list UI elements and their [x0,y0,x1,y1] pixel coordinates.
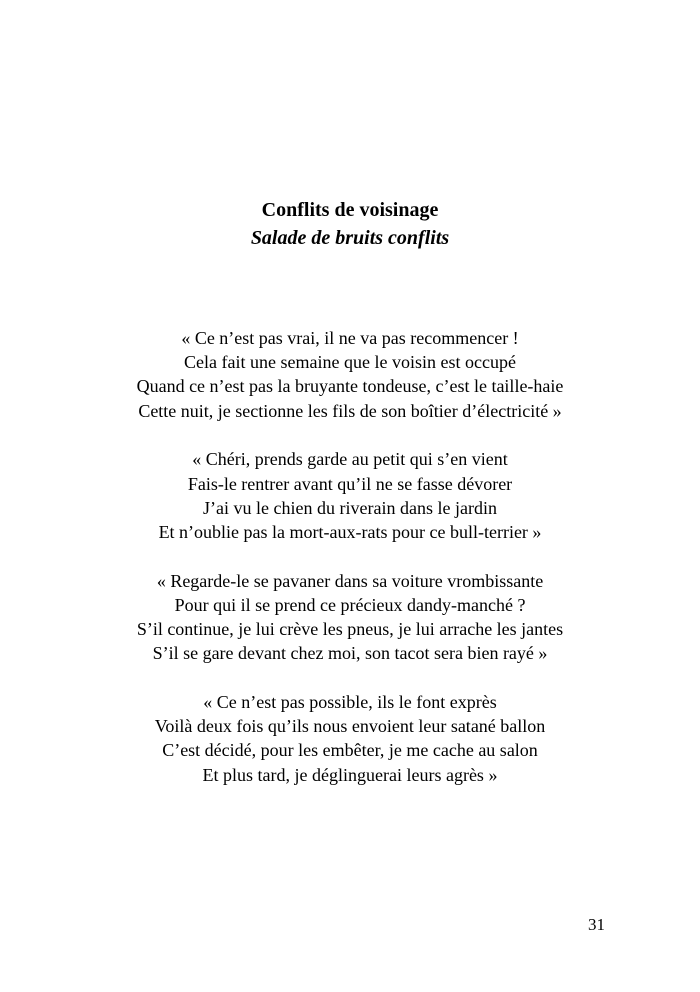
stanza-2 [0,447,700,544]
poem-line: Fais-le rentrer avant qu’il ne se fasse dévorer [187,473,513,494]
poem-line: Et plus tard, je déglinguerai leurs agrès » [202,764,498,785]
poem-line: Et n’oublie pas la mort-aux-rats pour ce bull-terrier » [158,521,542,542]
page-number: 31 [588,915,605,934]
poem-line: J’ai vu le chien du riverain dans le jardin [203,497,497,518]
poem-line: Pour qui il se prend ce précieux dandy-manché ? [174,594,526,615]
poem-line: S’il continue, je lui crève les pneus, je lui arrache les jantes [136,619,564,640]
stanza-3 [0,569,700,666]
page-title: Conflits de voisinage [261,199,439,221]
poem-line: Cela fait une semaine que le voisin est occupé [184,352,516,373]
poem-line: « Ce n’est pas possible, ils le font exprès [203,691,497,712]
poem-line: « Ce n’est pas vrai, il ne va pas recommencer ! [181,328,519,348]
poem-line: Voilà deux fois qu’ils nous envoient leur satané ballon [154,716,546,737]
stanza-1 [0,326,700,423]
poem-line: C’est décidé, pour les embêter, je me cache au salon [162,740,538,761]
poem-line: « Regarde-le se pavaner dans sa voiture vrombissante [156,570,544,591]
title-block [0,196,700,252]
poem-line: S’il se gare devant chez moi, son tacot sera bien rayé » [152,643,548,664]
stanza-4 [0,690,700,787]
poem-line: Cette nuit, je sectionne les fils de son boîtier d’électricité » [138,400,562,421]
page-subtitle: Salade de bruits conflits [250,227,450,249]
poem-line: Quand ce n’est pas la bruyante tondeuse, c’est le taille-haie [136,376,564,397]
poem-line: « Chéri, prends garde au petit qui s’en vient [192,449,508,470]
poem [0,326,700,811]
